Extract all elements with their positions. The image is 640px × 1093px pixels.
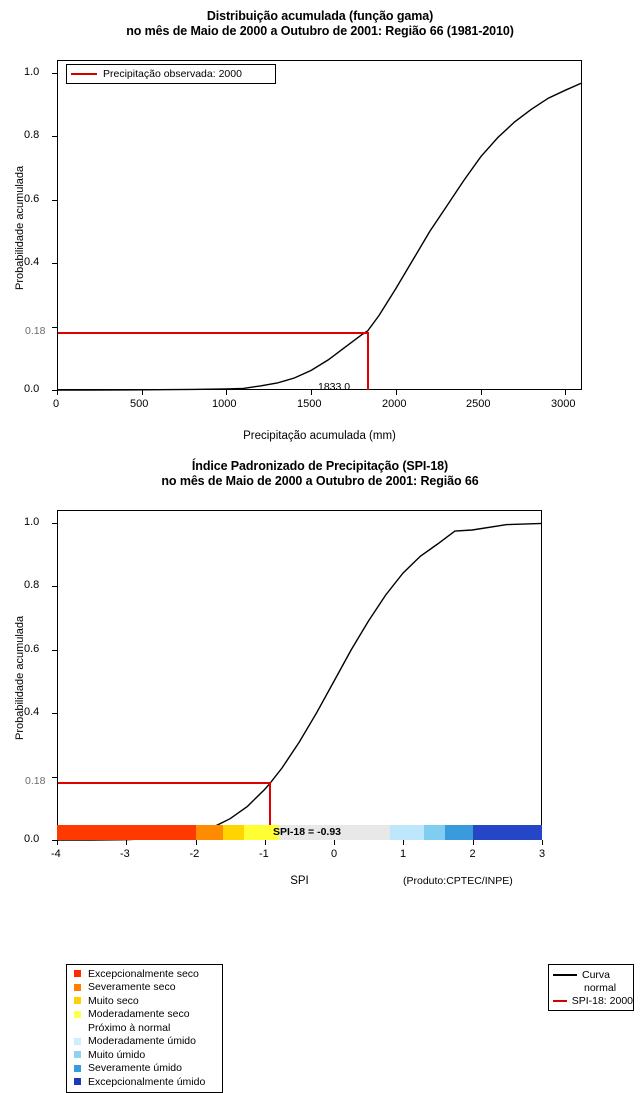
bottom-prob-value-label: 0.18 [25,775,46,787]
top-ytick-2 [52,263,57,264]
band-seg-5 [390,825,425,840]
class-swatch-8 [74,1078,81,1085]
top-xtick-6 [565,390,566,395]
top-prob-guideline [58,332,368,334]
bottom-ytick-label-0: 0.0 [24,833,40,845]
bottom-xtick-label-1: -3 [120,848,130,860]
top-xtick-label-0: 0 [53,398,60,410]
bottom-title-line2: no mês de Maio de 2000 a Outubro de 2001: Região 66 [161,474,479,488]
gamma-cdf-panel [0,0,640,450]
bottom-xtick-6 [473,840,474,845]
legend-item-3 [67,1008,222,1022]
top-xtick-3 [311,390,312,395]
bottom-xtick-4 [334,840,335,845]
top-xtick-label-5: 2500 [466,398,491,410]
bottom-xtick-label-3: -1 [259,848,269,860]
top-plot-frame [57,60,582,390]
bottom-xtick-3 [265,840,266,845]
bottom-xtick-7 [542,840,543,845]
legend-item-7 [67,1062,222,1076]
top-legend [66,64,276,84]
top-xtick-1 [142,390,143,395]
top-xtick-5 [481,390,482,395]
class-swatch-0 [74,970,81,977]
top-title-line2: no mês de Maio de 2000 a Outubro de 2001: Região 66 (1981-2010) [126,24,514,38]
legend-item-8 [67,1075,222,1089]
top-xtick-2 [226,390,227,395]
class-label-7: Severamente úmido [88,1062,182,1075]
top-xtick-4 [396,390,397,395]
bottom-ytick-label-2: 0.4 [24,706,40,718]
bottom-xtick-label-5: 1 [400,848,407,860]
top-ytick-4 [52,136,57,137]
bottom-prob-guideline [58,782,270,784]
normal-curve-legend-label2: normal [584,982,617,994]
bottom-chart-title [0,450,640,489]
legend-item-5 [67,1035,222,1049]
band-seg-6 [424,825,445,840]
top-ytick-5 [52,73,57,74]
class-label-5: Moderadamente úmido [88,1035,196,1048]
bottom-xtick-label-6: 2 [469,848,476,860]
top-y-axis-label: Probabilidade acumulada [14,165,26,290]
class-label-1: Severamente seco [88,981,176,994]
source-credit: (Produto:CPTEC/INPE) [403,875,513,887]
spi-panel [0,450,640,1088]
top-xtick-0 [57,390,58,395]
band-seg-0 [57,825,196,840]
bottom-ytick-3 [52,650,57,651]
class-label-6: Muito úmido [88,1048,146,1061]
spi-observed-legend-label: SPI-18: 2000 [571,995,633,1007]
top-ytick-label-0: 0.0 [24,383,40,395]
bottom-ytick-5 [52,523,57,524]
legend-spi-observed [549,994,633,1008]
class-label-2: Muito seco [88,994,139,1007]
top-xtick-label-4: 2000 [382,398,407,410]
spi-class-legend [66,964,223,1093]
top-x-axis-label: Precipitação acumulada (mm) [243,430,396,442]
top-precip-guideline [367,332,369,390]
top-chart-title [0,0,640,39]
class-swatch-4 [74,1024,81,1031]
bottom-ytick-label-3: 0.6 [24,642,40,655]
bottom-plot-frame [57,510,542,840]
class-label-3: Moderadamente seco [88,1008,190,1021]
legend-item-4 [67,1021,222,1035]
class-label-4: Próximo à normal [88,1021,171,1034]
top-ytick-label-2: 0.4 [24,256,40,268]
bottom-ytick-2 [52,713,57,714]
top-ytick-label-5: 1.0 [24,65,40,78]
top-ytick-1 [52,327,57,328]
band-seg-1 [196,825,224,840]
top-ytick-label-4: 0.8 [24,129,40,141]
bottom-ytick-1 [52,777,57,778]
class-label-0: Excepcionalmente seco [88,967,199,980]
legend-item-1 [67,981,222,995]
band-seg-7 [445,825,473,840]
top-xtick-label-2: 1000 [212,398,237,410]
bottom-x-axis-label: SPI [290,875,309,887]
bottom-ytick-4 [52,586,57,587]
observed-precip-legend-line [71,73,97,75]
top-xtick-label-6: 3000 [551,398,576,410]
bottom-xtick-label-4: 0 [331,848,338,860]
class-swatch-7 [74,1065,81,1072]
class-swatch-6 [74,1051,81,1058]
class-swatch-2 [74,997,81,1004]
bottom-xtick-5 [403,840,404,845]
legend-curve-normal-line2 [549,982,633,994]
top-xtick-label-1: 500 [130,398,149,410]
bottom-title-line1: Índice Padronizado de Precipitação (SPI-18) [191,459,449,473]
legend-item-2 [67,994,222,1008]
normal-curve-legend-line [553,974,577,976]
bottom-ytick-label-4: 0.8 [24,579,40,591]
class-swatch-3 [74,1011,81,1018]
band-seg-2 [223,825,244,840]
class-label-8: Excepcionalmente úmido [88,1075,206,1088]
spi-observed-legend-line [553,1000,567,1002]
top-ytick-3 [52,200,57,201]
spi-curve-legend [548,964,634,1011]
bottom-ytick-label-5: 1.0 [24,515,40,528]
bottom-xtick-1 [126,840,127,845]
legend-item-0 [67,967,222,981]
normal-curve-legend-label: Curva [582,969,611,981]
band-seg-8 [473,825,542,840]
top-prob-value-label: 0.18 [25,325,46,337]
legend-curve-normal [549,968,633,982]
legend-item-6 [67,1048,222,1062]
class-swatch-1 [74,984,81,991]
top-title-line1: Distribuição acumulada (função gama) [206,9,434,23]
spi-value-label: SPI-18 = -0.93 [273,826,341,838]
top-precip-value-label: 1833.0 [318,381,351,393]
bottom-xtick-label-2: -2 [189,848,200,860]
bottom-xtick-label-7: 3 [539,848,546,860]
bottom-xtick-label-0: -4 [51,848,61,860]
class-swatch-5 [74,1038,81,1045]
observed-precip-legend-label: Precipitação observada: 2000 [103,68,242,80]
bottom-xtick-0 [57,840,58,845]
top-ytick-label-3: 0.6 [24,192,40,205]
bottom-y-axis-label: Probabilidade acumulada [14,615,26,740]
top-xtick-label-3: 1500 [297,398,322,410]
bottom-xtick-2 [196,840,197,845]
